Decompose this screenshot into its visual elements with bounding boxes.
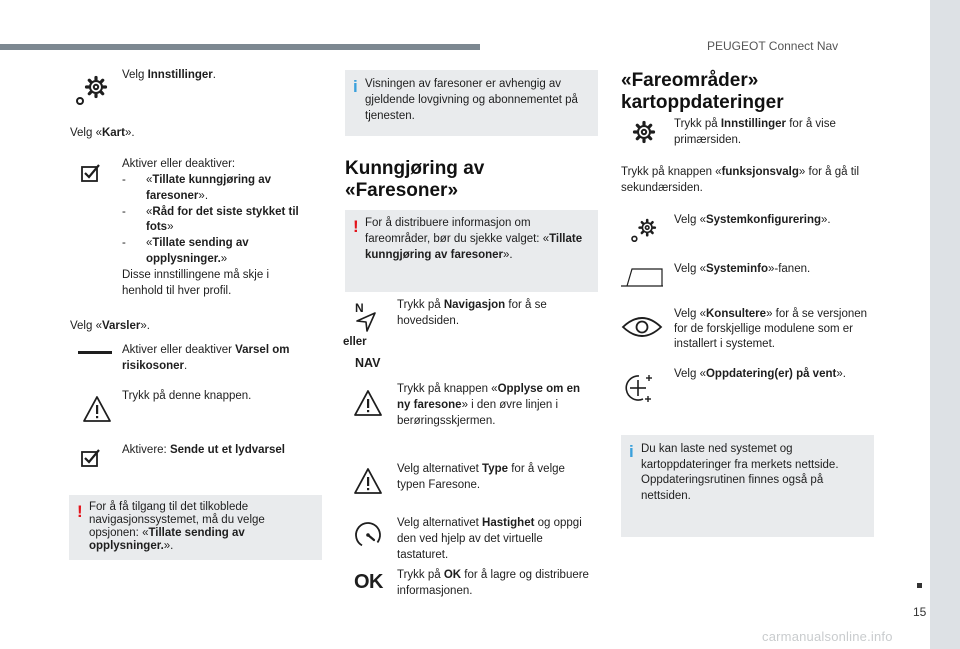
section-heading-hazard-zones: Kunngjøring av «Faresoner» (345, 158, 485, 202)
exclamation-icon: ! (353, 217, 359, 236)
toggle-bar-icon (78, 350, 112, 356)
settings-gears-icon (628, 214, 660, 246)
step-select-type: Velg alternativet Type for å velge typen Faresone. (397, 463, 565, 491)
step-select-settings: Velg Innstillinger. (122, 69, 216, 81)
toggle-note: Disse innstillingene må skje i henhold til hver profil. (122, 269, 270, 297)
section-heading-map-updates: «Fareområder» kartoppdateringer (621, 70, 784, 114)
step-press-settings: Trykk på Innstillinger for å vise primærsiden. (674, 118, 836, 146)
update-pending-icon (621, 372, 659, 404)
page-header-title: PEUGEOT Connect Nav (707, 39, 839, 53)
speedometer-icon (353, 520, 383, 550)
warning-triangle-icon (82, 395, 112, 423)
warning-box-middle (345, 210, 598, 292)
ok-button-label: OK (354, 571, 383, 593)
info-icon: i (353, 77, 358, 96)
info-icon: i (629, 442, 634, 461)
exclamation-icon: ! (77, 502, 83, 521)
nav-button-label: NAV (355, 356, 381, 370)
step-pending-updates: Velg «Oppdatering(er) på vent». (674, 368, 846, 380)
step-system-info: Velg «Systeminfo»-fanen. (674, 263, 811, 275)
watermark: carmanualsonline.info (762, 629, 893, 644)
notice-box-left (69, 495, 322, 560)
step-navigation: Trykk på Navigasjon for å se hovedsiden. (397, 299, 547, 327)
step-select-map: Velg «Kart». (70, 127, 135, 139)
tab-icon (620, 266, 664, 288)
checkbox-icon (80, 448, 102, 468)
notice-text: For å få tilgang til det tilkoblede navigasjonssystemet, må du velge opsjonen: «Tillate sending av opplysninger.». (89, 501, 265, 552)
eye-icon (621, 315, 663, 339)
checkbox-icon (80, 163, 102, 183)
info-text: Du kan laste ned systemet og kartoppdateringer fra merkets nettside. Oppdateringsrutinen finnes også på nettsiden. (641, 443, 839, 502)
step-press-ok: Trykk på OK for å lagre og distribuere informasjonen. (397, 569, 589, 597)
settings-gears-icon (72, 70, 112, 110)
page-number: 15 (913, 605, 927, 619)
header-rule (0, 44, 480, 50)
step-system-config: Velg «Systemkonfigurering». (674, 214, 831, 226)
step-press-button: Trykk på denne knappen. (122, 390, 252, 402)
step-risk-zone-alert: Aktiver eller deaktiver Varsel om risikosoner. (122, 344, 290, 372)
dash: - (122, 205, 126, 218)
step-select-alerts: Velg «Varsler». (70, 320, 150, 332)
dash: - (122, 173, 126, 186)
info-box-middle (345, 70, 598, 136)
side-strip (930, 0, 960, 649)
step-consult: Velg «Konsultere» for å se versjonen for de forskjellige modulene som er installert i systemet. (674, 308, 868, 351)
step-report-hazard: Trykk på knappen «Opplyse om en ny faresone» i den øvre linjen i berøringsskjermen. (397, 383, 581, 427)
step-function-select: Trykk på knappen «funksjonsvalg» for å gå til sekundærsiden. (621, 166, 859, 194)
warning-triangle-icon (353, 389, 383, 417)
page-marker (917, 583, 922, 588)
info-text: Visningen av faresoner er avhengig av gjeldende lovgivning og abonnementet på tjenesten. (365, 78, 578, 122)
warning-text: For å distribuere informasjon om fareområder, bør du sjekke valget: «Tillate kunngjøring av faresoner». (365, 217, 583, 261)
warning-triangle-icon (353, 467, 383, 495)
nav-letter-n: N (355, 301, 364, 315)
navigation-arrow-icon (354, 310, 378, 332)
settings-gear-icon (628, 116, 660, 148)
info-box-right (621, 435, 874, 537)
dash: - (122, 237, 126, 250)
step-select-speed: Velg alternativet Hastighet og oppgi den ved hjelp av det virtuelle tastaturet. (397, 517, 582, 561)
step-activate-sound-alert: Aktivere: Sende ut et lydvarsel (122, 444, 285, 456)
or-label: eller (343, 336, 367, 348)
toggle-intro: Aktiver eller deaktiver: (122, 158, 236, 170)
toggle-options-block: Aktiver eller deaktiver: - «Tillate kunngjøring av faresoner». - «Råd for det siste stykket til fots» - «Tillate sending av opplysninger.» Disse innstillingene må skje i henhold til hver profil. (122, 157, 312, 300)
